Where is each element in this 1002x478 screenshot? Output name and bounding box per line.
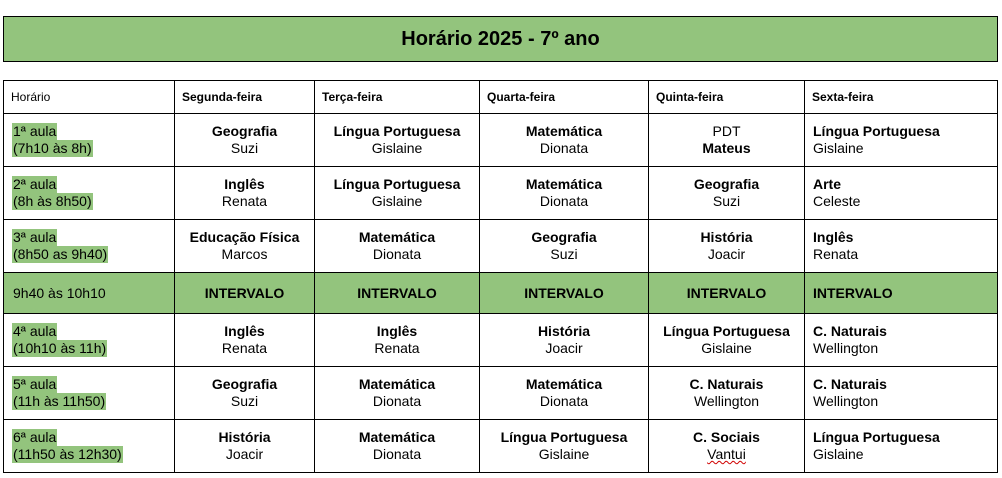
teacher-name: Marcos — [221, 246, 268, 262]
subject-name: Matemática — [358, 429, 436, 445]
subject-name: Matemática — [525, 123, 603, 139]
class-cell — [315, 167, 480, 220]
subject-name: Língua Portuguesa — [663, 323, 790, 339]
teacher-name: Gislaine — [538, 446, 590, 462]
teacher-name: Renata — [813, 246, 859, 262]
subject-name: Matemática — [358, 376, 436, 392]
subject-name: Inglês — [813, 229, 854, 245]
subject-name: PDT — [712, 123, 741, 139]
subject-name: Arte — [813, 176, 842, 192]
teacher-name: Suzi — [230, 393, 259, 409]
class-cell — [480, 367, 649, 420]
teacher-name: Gislaine — [813, 446, 864, 462]
class-cell — [649, 314, 805, 367]
break-label: INTERVALO — [686, 284, 767, 301]
teacher-name: Gislaine — [701, 340, 752, 356]
subject-name: C. Naturais — [813, 323, 887, 339]
class-cell — [649, 114, 805, 167]
teacher-name: Dionata — [372, 246, 422, 262]
header-cell-terca: Terça-feira — [315, 81, 480, 114]
class-cell — [480, 167, 649, 220]
time-cell — [4, 220, 175, 273]
teacher-name: Wellington — [693, 393, 760, 409]
break-row — [4, 273, 998, 314]
subject-name: História — [218, 429, 271, 445]
lesson-row — [4, 114, 998, 167]
lesson-time-range: (10h10 às 11h) — [13, 340, 107, 356]
break-cell — [480, 273, 649, 314]
teacher-name: Renata — [221, 340, 268, 356]
time-cell — [4, 314, 175, 367]
subject-name: Língua Portuguesa — [500, 429, 628, 445]
lesson-row — [4, 420, 998, 473]
break-cell — [805, 273, 998, 314]
class-cell — [649, 367, 805, 420]
lesson-label: 4ª aula — [13, 323, 57, 339]
class-cell — [315, 314, 480, 367]
subject-name: C. Naturais — [689, 376, 764, 392]
teacher-name: Gislaine — [371, 140, 423, 156]
class-cell — [315, 220, 480, 273]
break-cell — [315, 273, 480, 314]
time-cell — [4, 167, 175, 220]
teacher-name: Renata — [374, 340, 420, 356]
subject-name: História — [537, 323, 591, 339]
class-cell — [649, 167, 805, 220]
teacher-name: Suzi — [550, 246, 578, 262]
lesson-row — [4, 367, 998, 420]
class-cell — [480, 220, 649, 273]
teacher-name: Wellington — [813, 340, 879, 356]
schedule-title-text: Horário 2025 - 7º ano — [401, 27, 600, 50]
class-cell — [805, 114, 998, 167]
header-cell-quinta: Quinta-feira — [649, 81, 805, 114]
class-cell — [649, 420, 805, 473]
subject-name: C. Naturais — [813, 376, 887, 392]
class-cell — [805, 367, 998, 420]
time-cell — [4, 367, 175, 420]
teacher-name: Joacir — [707, 246, 746, 262]
class-cell — [175, 114, 315, 167]
lesson-label: 5ª aula — [13, 376, 57, 392]
subject-name: Geografia — [693, 176, 760, 192]
class-cell — [805, 420, 998, 473]
subject-name: Geografia — [211, 376, 278, 392]
subject-name: Matemática — [525, 376, 603, 392]
class-cell — [315, 420, 480, 473]
lesson-time-range: (8h às 8h50) — [13, 193, 92, 209]
class-cell — [480, 420, 649, 473]
break-label: INTERVALO — [357, 284, 437, 301]
header-row — [4, 81, 998, 114]
class-cell — [175, 367, 315, 420]
class-cell — [175, 314, 315, 367]
schedule-table — [3, 80, 998, 473]
teacher-name: Gislaine — [371, 193, 423, 209]
time-cell — [4, 420, 175, 473]
lesson-time-range: (11h50 às 12h30) — [13, 446, 122, 462]
subject-name: Língua Portuguesa — [333, 123, 461, 139]
class-cell — [805, 167, 998, 220]
lesson-time-range: (7h10 às 8h) — [13, 140, 92, 156]
header-cell-sexta: Sexta-feira — [805, 81, 998, 114]
teacher-name: Renata — [221, 193, 268, 209]
lesson-label: 9h40 às 10h10 — [13, 284, 106, 301]
subject-name: C. Sociais — [693, 429, 760, 445]
class-cell — [315, 114, 480, 167]
subject-name: Língua Portuguesa — [333, 176, 461, 192]
subject-name: Inglês — [224, 176, 265, 192]
break-cell — [649, 273, 805, 314]
lesson-row — [4, 167, 998, 220]
teacher-name: Vantui — [707, 446, 746, 462]
header-cell-quarta: Quarta-feira — [480, 81, 649, 114]
break-cell — [175, 273, 315, 314]
subject-name: Geografia — [531, 229, 597, 245]
header-cell-horario: Horário — [4, 81, 175, 114]
teacher-name: Dionata — [539, 193, 589, 209]
subject-name: Educação Física — [189, 229, 300, 245]
lesson-label: 2ª aula — [13, 176, 57, 192]
teacher-name: Dionata — [372, 446, 422, 462]
lesson-label: 1ª aula — [13, 123, 57, 139]
break-label: INTERVALO — [204, 284, 285, 301]
teacher-name: Suzi — [712, 193, 741, 209]
subject-name: Matemática — [358, 229, 436, 245]
lesson-label: 6ª aula — [13, 429, 57, 445]
teacher-name: Dionata — [372, 393, 422, 409]
time-cell — [4, 273, 175, 314]
teacher-name: Joacir — [225, 446, 264, 462]
teacher-name: Suzi — [230, 140, 259, 156]
class-cell — [315, 367, 480, 420]
class-cell — [649, 220, 805, 273]
teacher-name: Wellington — [813, 393, 879, 409]
class-cell — [175, 167, 315, 220]
lesson-time-range: (11h às 11h50) — [13, 393, 106, 409]
lesson-row — [4, 314, 998, 367]
break-label: INTERVALO — [813, 284, 893, 301]
subject-name: Inglês — [224, 323, 265, 339]
class-cell — [175, 220, 315, 273]
class-cell — [805, 220, 998, 273]
lesson-row — [4, 220, 998, 273]
teacher-name: Celeste — [813, 193, 861, 209]
class-cell — [175, 420, 315, 473]
subject-name: Língua Portuguesa — [813, 429, 940, 445]
break-label: INTERVALO — [524, 284, 604, 301]
teacher-name: Mateus — [702, 140, 751, 156]
class-cell — [480, 114, 649, 167]
schedule-title — [3, 16, 998, 62]
class-cell — [805, 314, 998, 367]
lesson-label: 3ª aula — [13, 229, 57, 245]
class-cell — [480, 314, 649, 367]
teacher-name: Joacir — [545, 340, 583, 356]
header-cell-segunda: Segunda-feira — [175, 81, 315, 114]
subject-name: Inglês — [376, 323, 418, 339]
subject-name: Língua Portuguesa — [813, 123, 940, 139]
teacher-name: Gislaine — [813, 140, 864, 156]
time-cell — [4, 114, 175, 167]
lesson-time-range: (8h50 as 9h40) — [13, 246, 108, 262]
subject-name: Geografia — [211, 123, 278, 139]
subject-name: Matemática — [525, 176, 603, 192]
teacher-name: Dionata — [539, 140, 589, 156]
teacher-name: Dionata — [539, 393, 589, 409]
subject-name: História — [700, 229, 753, 245]
